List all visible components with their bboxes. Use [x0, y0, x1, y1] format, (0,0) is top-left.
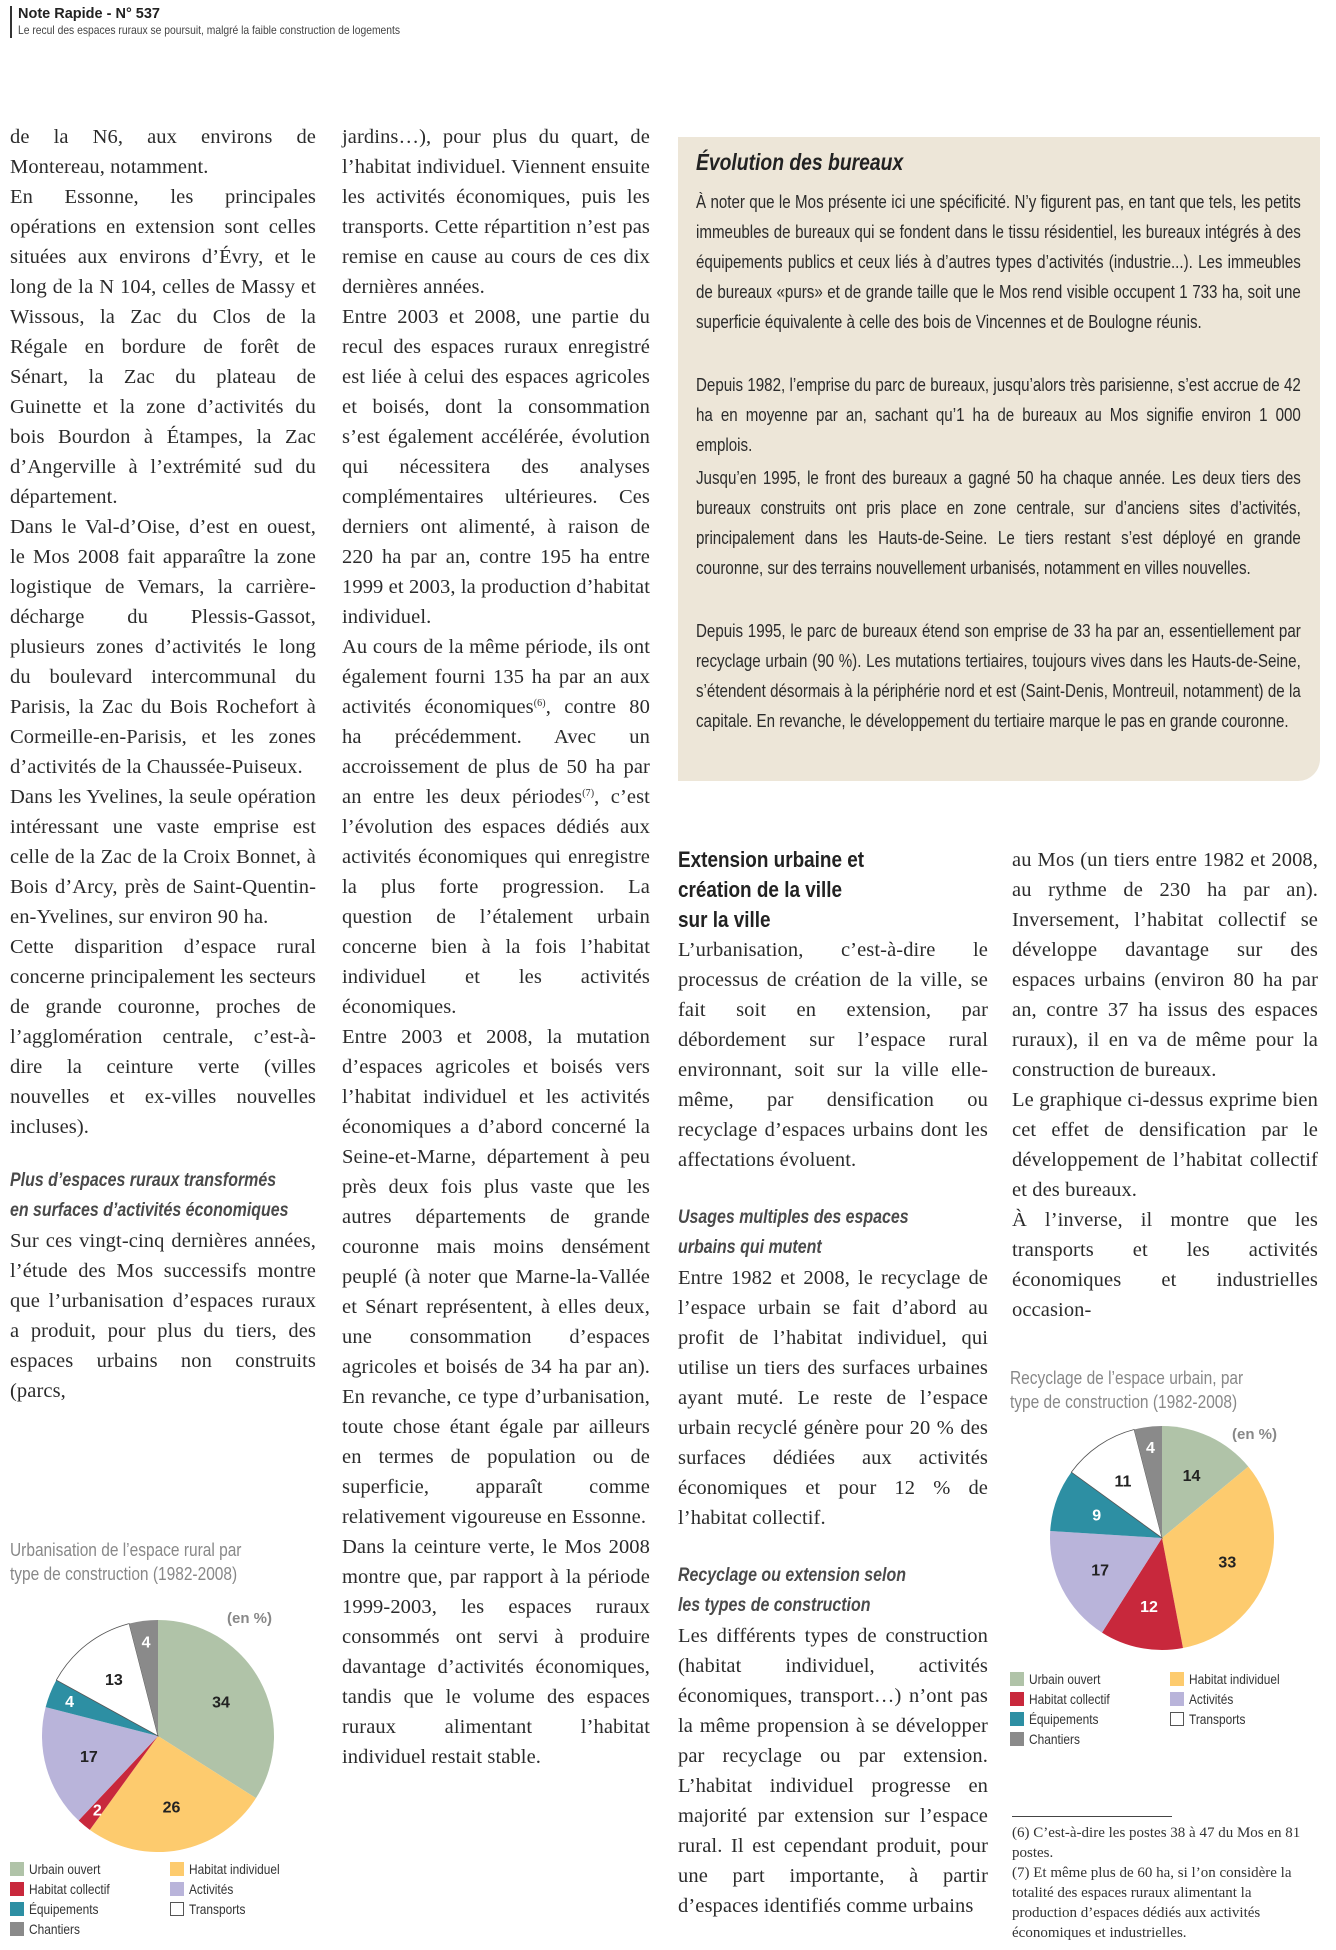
- legend-label: Équipements: [1029, 1711, 1099, 1727]
- paragraph: Sur ces vingt-cinq dernières années, l’étude des Mos successifs montre que l’urbanisation d’espaces ruraux a produit, pour plus du tiers, des espaces urbains non construits (parcs,: [10, 1230, 316, 1402]
- legend-item: [10, 1900, 111, 1918]
- legend-swatch: [1170, 1672, 1184, 1686]
- legend-label: Urbain ouvert: [29, 1861, 101, 1877]
- column-3: [678, 845, 988, 1921]
- legend-swatch: [170, 1902, 184, 1916]
- publication-title: Note Rapide - N° 537: [18, 6, 160, 22]
- legend-item: [10, 1860, 113, 1878]
- subheading-line: Recyclage ou extension selon: [678, 1565, 906, 1586]
- column-1-body-2: [10, 1226, 316, 1406]
- section-heading: [678, 845, 945, 935]
- paragraph: En Essonne, les principales opérations en extension sont celles situées aux environs d’Évry, et le long de la N 104, celles de Massy et Wissous, la Zac du Clos de la Régale en bordure de forêt de Sénart, la Zac du plateau de Guinette et la zone d’activités du bois Bourdon à Étampes, la Zac d’Angerville à l’extrémité sud du département.: [10, 186, 316, 508]
- legend-label: Chantiers: [1029, 1731, 1080, 1747]
- legend-item: [1170, 1710, 1255, 1728]
- pie-chart-2: [1010, 1418, 1330, 1668]
- chart-title-line: Urbanisation de l’espace rural par: [10, 1540, 242, 1560]
- legend-item: [1170, 1670, 1296, 1688]
- chart-title-line: type de construction (1982-2008): [1010, 1392, 1238, 1412]
- legend-label: Transports: [189, 1901, 246, 1917]
- column-4-body: [1012, 845, 1318, 1325]
- pie-value-label: 12: [1140, 1599, 1158, 1617]
- box-paragraph: Depuis 1982, l’emprise du parc de bureaux, jusqu’alors très parisienne, s’est accrue de 42 ha en moyenne par an, sachant qu’1 ha de bureaux au Mos signifie environ 1 000 emplois.: [696, 375, 1301, 455]
- paragraph: Dans la ceinture verte, le Mos 2008 montre que, par rapport à la période 1999-2003, les espaces ruraux consommés ont servi à produire davantage d’activités économiques, tandis que le volume des espaces ruraux alimentant l’habitat individuel restait stable.: [342, 1536, 650, 1768]
- paragraph: Entre 1982 et 2008, le recyclage de l’espace urbain se fait d’abord au profit de l’habitat individuel, qui utilise un tiers des surfaces urbaines ayant muté. Le reste de l’espace urbain recyclé génère pour 20 % des surfaces dédiées aux activités économiques et pour 12 % de l’habitat collectif.: [678, 1267, 988, 1529]
- heading-line: Extension urbaine et: [678, 847, 865, 872]
- chart-title-line: type de construction (1982-2008): [10, 1564, 238, 1584]
- legend-label: Activités: [189, 1881, 234, 1897]
- pie-value-label: 13: [105, 1672, 123, 1690]
- pie-value-label: 4: [141, 1634, 151, 1652]
- legend-swatch: [10, 1862, 24, 1876]
- legend-swatch: [1170, 1712, 1184, 1726]
- text-run: Au cours de la même période, ils ont également fourni 135 ha par an aux activités économiques: [342, 636, 650, 718]
- chart-title: [10, 1538, 277, 1586]
- paragraph: À l’inverse, il montre que les transports et les activités économiques et industrielles occasion-: [1012, 1209, 1318, 1321]
- paragraph: Dans les Yvelines, la seule opération intéressant une vaste emprise est celle de la Zac de la Croix Bonnet, à Bois d’Arcy, près de Saint-Quentin-en-Yvelines, sur environ 90 ha.: [10, 786, 316, 928]
- column-4: [1012, 845, 1318, 1325]
- text-run: , c’est l’évolution des espaces dédiés aux activités économiques qui enregistre la plus forte progression. La question de l’étalement urbain concerne bien à la fois l’habitat individuel et les activités économiques.: [342, 786, 650, 1018]
- box-paragraph: À noter que le Mos présente ici une spécificité. N’y figurent pas, en tant que tels, les petits immeubles de bureaux qui se fondent dans le tissu résidentiel, les bureaux intégrés à des équipements publics et ceux liés à d’autres types d’activités (industrie...). Les immeubles de bureaux «purs» et de grande taille que le Mos rend visible occupent 1 733 ha, soit une superficie équivalente à celle des bois de Vincennes et de Boulogne réunis.: [696, 192, 1301, 332]
- text-run: , contre 80 ha précédemment. Avec un accroissement de plus de 50 ha par an entre les deux périodes: [342, 696, 650, 808]
- legend-swatch: [10, 1882, 24, 1896]
- box-title: Évolution des bureaux: [696, 149, 904, 175]
- subheading-line: en surfaces d’activités économiques: [10, 1200, 289, 1221]
- legend-swatch: [10, 1902, 24, 1916]
- legend-item: [170, 1860, 296, 1878]
- legend-label: Habitat individuel: [189, 1861, 280, 1877]
- footnotes: [1012, 1816, 1318, 1943]
- legend-item: [1010, 1730, 1089, 1748]
- subheading-line: Usages multiples des espaces: [678, 1207, 909, 1228]
- legend-item: [170, 1900, 255, 1918]
- legend-swatch: [1170, 1692, 1184, 1706]
- legend-label: Habitat collectif: [29, 1881, 110, 1897]
- paragraph: Entre 2003 et 2008, une partie du recul des espaces ruraux enregistré est liée à celui des espaces agricoles et boisés, dont la consommation s’est également accélérée, évolution qui nécessitera des analyses complémentaires ultérieures. Ces derniers ont alimenté, à raison de 220 ha par an, contre 195 ha entre 1999 et 2003, la production d’habitat individuel.: [342, 306, 650, 628]
- legend-label: Chantiers: [29, 1921, 80, 1937]
- pie-value-label: 9: [1092, 1507, 1102, 1525]
- paragraph: [342, 632, 650, 1022]
- paragraph: Entre 2003 et 2008, la mutation d’espaces agricoles et boisés vers l’habitat individuel et les activités économiques a d’abord concerné la Seine-et-Marne, département à peu près deux fois plus vaste que les autres départements de grande couronne mais moins densément peuplé (à noter que Marne-la-Vallée et Sénart représentent, à elles deux, une consommation d’espaces agricoles et boisés de 34 ha par an). En revanche, ce type d’urbanisation, toute chose étant égale par ailleurs en termes de population ou de superficie, apparaît comme relativement vigoureuse en Essonne.: [342, 1026, 650, 1528]
- legend-label: Transports: [1189, 1711, 1246, 1727]
- legend-item: [10, 1880, 124, 1898]
- subheading-line: les types de construction: [678, 1595, 871, 1616]
- paragraph: Le graphique ci-dessus exprime bien cet effet de densification par le développement de l’habitat collectif et des bureaux.: [1012, 1089, 1318, 1201]
- footnote-6: (6) C’est-à-dire les postes 38 à 47 du Mos en 81 postes.: [1012, 1825, 1301, 1861]
- footnote-ref-7[interactable]: (7): [582, 788, 595, 799]
- subheading-usages: [678, 1203, 938, 1263]
- paragraph: au Mos (un tiers entre 1982 et 2008, au rythme de 230 ha par an). Inversement, l’habitat collectif se développe davantage sur des espaces urbains (environ 80 ha par an, contre 37 ha issus des espaces ruraux), il en va de même pour la construction de bureaux.: [1012, 849, 1318, 1081]
- column-2: [342, 122, 650, 1772]
- pie-value-label: 17: [80, 1749, 98, 1767]
- pie-chart-recyclage: [1010, 1366, 1330, 1786]
- legend-swatch: [170, 1862, 184, 1876]
- column-3-body-2: [678, 1263, 988, 1533]
- footnote-rule: [1012, 1816, 1172, 1817]
- legend-swatch: [1010, 1672, 1024, 1686]
- paragraph: L’urbanisation, c’est-à-dire le processus de création de la ville, se fait soit en extension, par débordement sur l’espace rural environnant, soit sur la ville elle-même, par densification ou recyclage d’espaces urbains dont les affectations évoluent.: [678, 939, 988, 1171]
- legend-item: [1010, 1690, 1124, 1708]
- pie-chart-1: [10, 1602, 320, 1882]
- paragraph: jardins…), pour plus du quart, de l’habitat individuel. Viennent ensuite les activités économiques, puis les transports. Cette répartition n’est pas remise en cause au cours de ces dix dernières années.: [342, 126, 650, 298]
- legend-label: Habitat individuel: [1189, 1671, 1280, 1687]
- legend-item: [1170, 1690, 1241, 1708]
- legend-item: [170, 1880, 241, 1898]
- column-1-body: [10, 122, 316, 1142]
- pie-value-label: 2: [92, 1802, 102, 1820]
- column-1: [10, 122, 316, 1406]
- legend-item: [10, 1920, 89, 1938]
- subheading-recyclage: [678, 1561, 938, 1621]
- column-3-body: [678, 935, 988, 1175]
- legend-item: [1010, 1670, 1113, 1688]
- subheading-line: Plus d’espaces ruraux transformés: [10, 1170, 277, 1191]
- pie-value-label: 33: [1218, 1554, 1237, 1572]
- legend-label: Équipements: [29, 1901, 99, 1917]
- chart-legend: [10, 1860, 320, 1950]
- sidebar-box-bureaux: [678, 137, 1320, 781]
- footnote-ref-6[interactable]: (6): [533, 698, 546, 709]
- paragraph: de la N6, aux environs de Montereau, notamment.: [10, 126, 316, 178]
- running-header: [10, 6, 462, 38]
- chart-title-line: Recyclage de l’espace urbain, par: [1010, 1368, 1244, 1388]
- pie-value-label: 26: [162, 1799, 181, 1817]
- chart-unit: (en %): [1232, 1426, 1277, 1443]
- pie-value-label: 17: [1091, 1562, 1110, 1580]
- pie-value-label: 34: [212, 1694, 230, 1712]
- chart-unit: (en %): [227, 1610, 272, 1627]
- publication-subtitle: Le recul des espaces ruraux se poursuit, malgré la faible construction de logements: [18, 23, 401, 37]
- column-3-body-3: [678, 1621, 988, 1921]
- legend-swatch: [170, 1882, 184, 1896]
- chart-legend: [1010, 1670, 1330, 1760]
- box-paragraph: Jusqu’en 1995, le front des bureaux a gagné 50 ha chaque année. Les deux tiers des bureaux construits ont pris place en zone centrale, sur d’anciens sites d’activités, principalement dans les Hauts-de-Seine. Le tiers restant s’est déployé en grande couronne, sur des terrains nouvellement urbanisés, notamment en villes nouvelles.: [696, 468, 1301, 578]
- pie-value-label: 11: [1114, 1473, 1132, 1491]
- legend-label: Urbain ouvert: [1029, 1671, 1101, 1687]
- chart-title: [1010, 1366, 1285, 1414]
- paragraph: Dans le Val-d’Oise, d’est en ouest, le Mos 2008 fait apparaître la zone logistique de Vemars, la carrière-décharge du Plessis-Gassot, plusieurs zones d’activités le long du boulevard intercommunal du Parisis, la Zac du Bois Rochefort à Cormeille-en-Parisis, et les zones d’activités de la Chaussée-Puiseux.: [10, 516, 316, 778]
- footnote-7: (7) Et même plus de 60 ha, si l’on considère la totalité des espaces ruraux alimentant la production d’espaces dédiés aux activités économiques et industrielles.: [1012, 1865, 1292, 1941]
- box-paragraph: Depuis 1995, le parc de bureaux étend son emprise de 33 ha par an, essentiellement par recyclage urbain (90 %). Les mutations tertiaires, toujours vives dans les Hauts-de-Seine, s’étendent désormais à la périphérie nord et est (Saint-Denis, Montreuil, notamment) de la capitale. En revanche, le développement du tertiaire marque le pas en grande couronne.: [696, 621, 1301, 731]
- legend-swatch: [1010, 1692, 1024, 1706]
- pie-value-label: 4: [1146, 1439, 1155, 1457]
- legend-label: Habitat collectif: [1029, 1691, 1110, 1707]
- legend-swatch: [1010, 1712, 1024, 1726]
- heading-line: création de la ville: [678, 877, 843, 902]
- legend-swatch: [10, 1922, 24, 1936]
- paragraph: Les différents types de construction (habitat individuel, activités économiques, transport…) n’ont pas la même propension à se développer par recyclage ou par extension. L’habitat individuel progresse en majorité par extension sur l’espace rural. Il est cependant produit, pour une part importante, à partir d’espaces identifiés comme urbains: [678, 1625, 988, 1917]
- legend-swatch: [1010, 1732, 1024, 1746]
- legend-item: [1010, 1710, 1111, 1728]
- subheading-espaces-ruraux: [10, 1166, 289, 1226]
- pie-value-label: 4: [65, 1693, 75, 1711]
- paragraph: Cette disparition d’espace rural concerne principalement les secteurs de grande couronne, proches de l’agglomération centrale, c’est-à-dire la ceinture verte (villes nouvelles et ex-villes nouvelles incluses).: [10, 936, 316, 1138]
- legend-label: Activités: [1189, 1691, 1234, 1707]
- column-2-body: [342, 122, 650, 1772]
- heading-line: sur la ville: [678, 907, 771, 932]
- subheading-line: urbains qui mutent: [678, 1237, 822, 1258]
- pie-value-label: 14: [1182, 1468, 1201, 1486]
- pie-chart-urbanisation: [10, 1538, 320, 1948]
